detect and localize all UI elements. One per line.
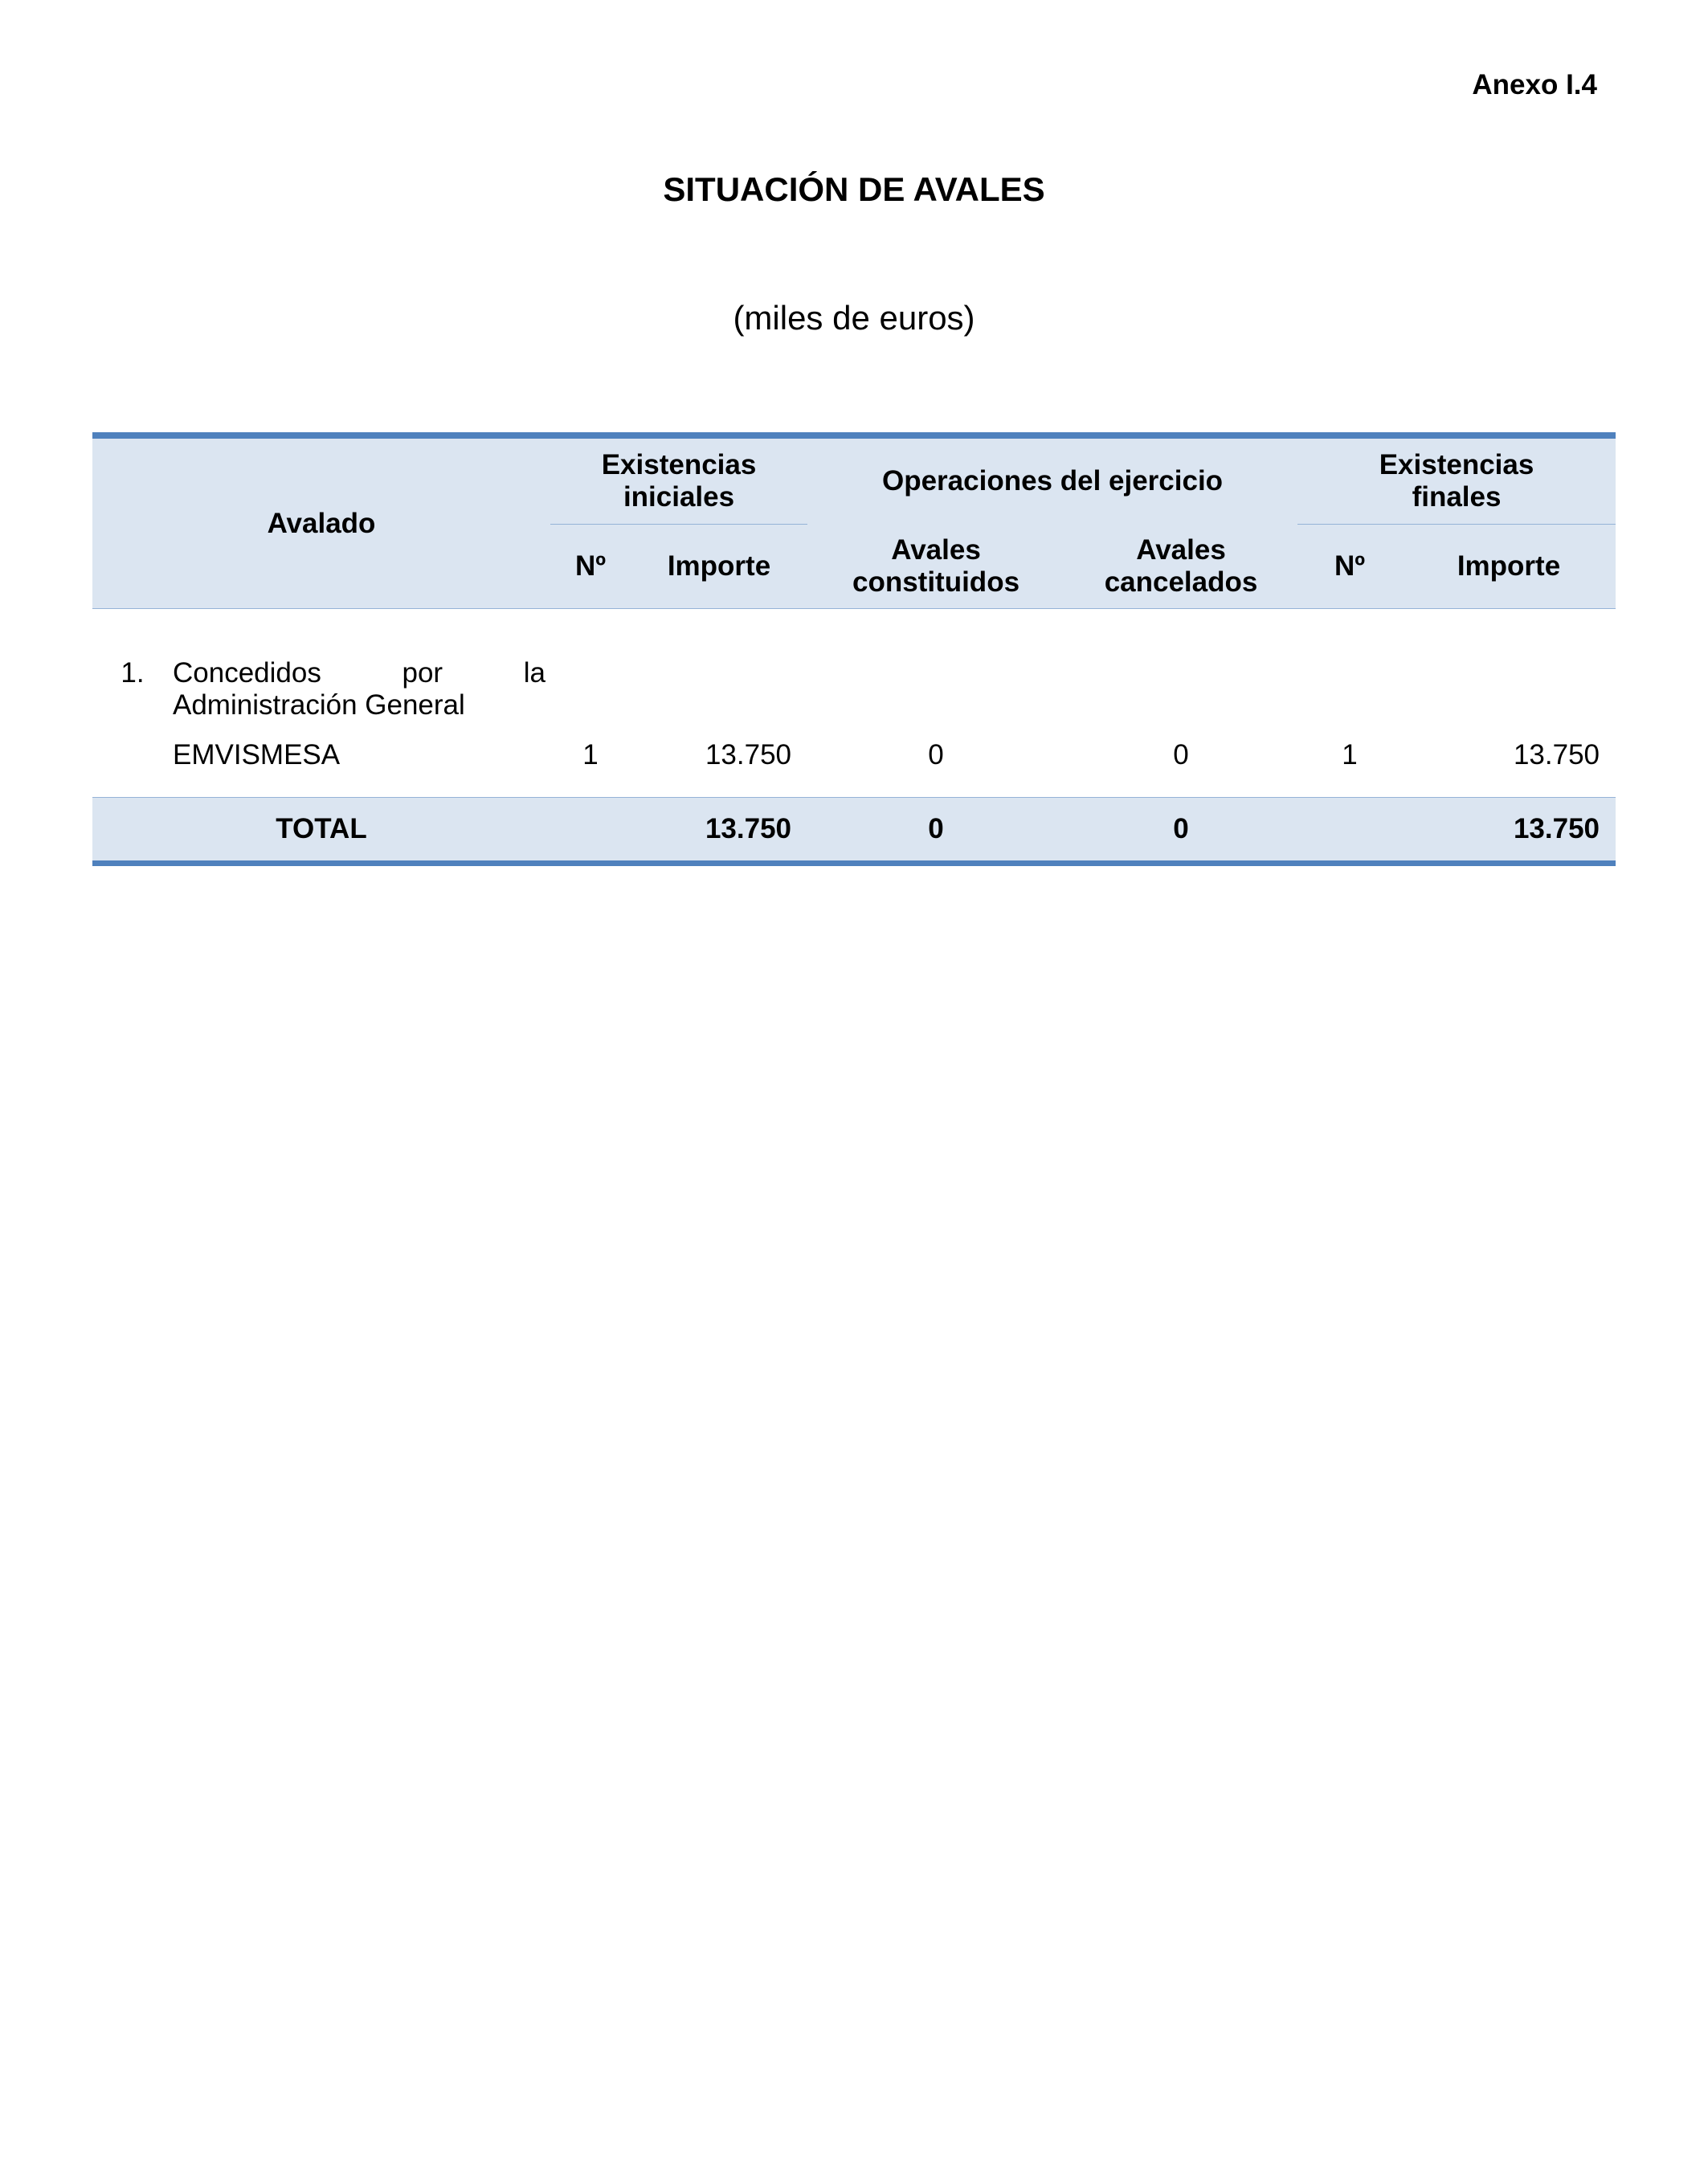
row-no-initial: 1 [582,739,599,770]
header-no-initial: Nº [550,525,631,609]
total-constituidos: 0 [807,798,1064,864]
page-title: SITUACIÓN DE AVALES [663,170,1045,208]
row-importe-initial: 13.750 [705,739,792,770]
page-subtitle: (miles de euros) [733,299,975,337]
section-label [173,657,550,730]
row-no-final: 1 [1342,739,1358,770]
table-row [92,730,1616,798]
header-avalado [92,435,550,609]
section-label-word3: la [523,657,545,689]
annex-label: Anexo I.4 [1472,69,1597,100]
row-cancelados: 0 [1173,739,1189,770]
header-cancelados-label: Avales cancelados [1104,533,1258,598]
spacer-row [92,609,1616,658]
header-existencias-finales [1297,435,1616,525]
section-label-line2: Administración General [173,689,465,721]
header-existencias-finales-label: Existencias finales [1379,449,1534,513]
guarantees-table [92,432,1616,866]
section-row [92,657,1616,730]
header-operaciones-label: Operaciones del ejercicio [881,465,1224,497]
header-cancelados [1064,525,1297,609]
header-existencias-iniciales [550,435,807,525]
header-operaciones [807,435,1297,525]
total-cancelados: 0 [1064,798,1297,864]
header-no-final: Nº [1297,525,1402,609]
header-constituidos [807,525,1064,609]
total-row [92,798,1616,864]
total-importe-final: 13.750 [1402,798,1616,864]
row-constituidos: 0 [928,739,944,770]
section-label-word2: por [402,657,443,689]
header-constituidos-label: Avales constituidos [852,533,1020,598]
header-importe-initial: Importe [631,525,807,609]
header-existencias-iniciales-label: Existencias iniciales [601,449,757,513]
total-label: TOTAL [92,798,550,864]
header-row-groups [92,435,1616,525]
row-name: EMVISMESA [173,739,341,770]
total-importe-initial: 13.750 [631,798,807,864]
section-label-word1: Concedidos [173,657,321,689]
section-number: 1. [121,657,145,689]
header-avalado-label: Avalado [267,507,376,539]
header-importe-final: Importe [1402,525,1616,609]
row-importe-final: 13.750 [1513,739,1600,770]
